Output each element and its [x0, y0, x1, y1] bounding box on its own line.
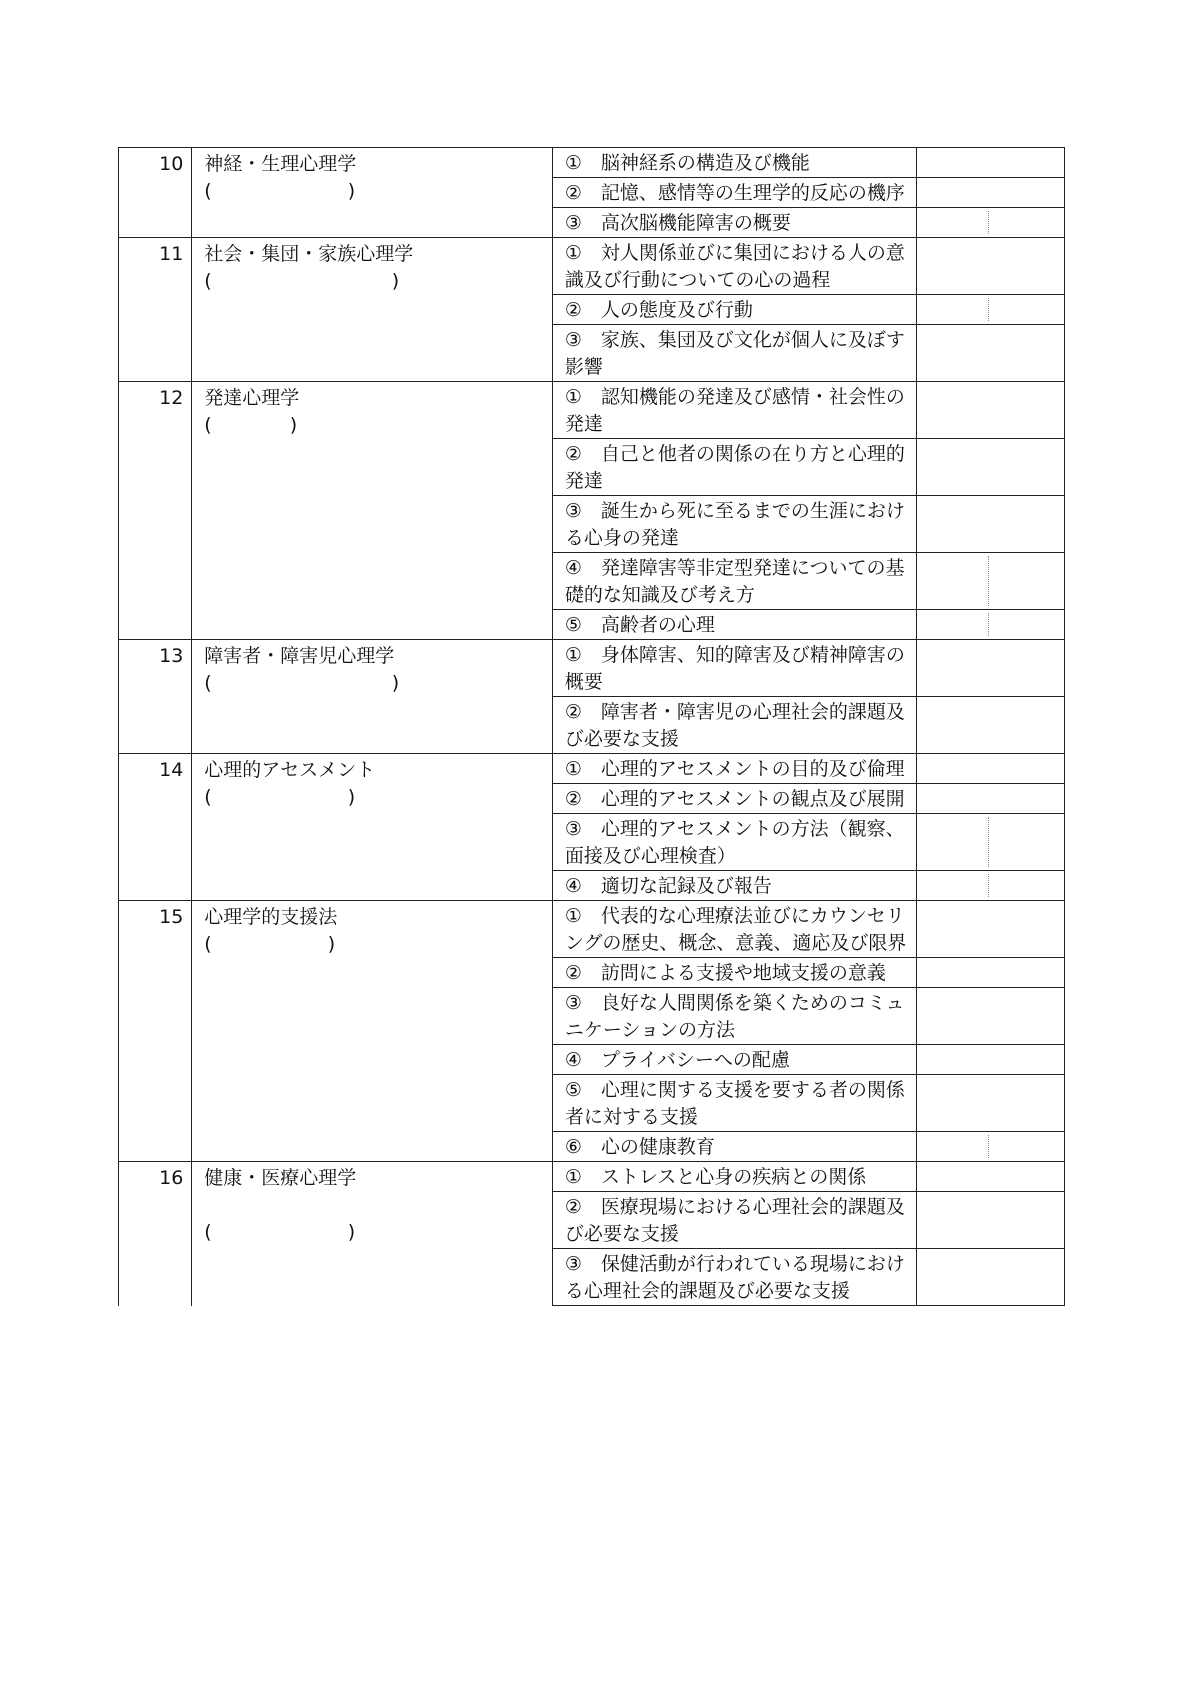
- subject-number: 11: [119, 238, 192, 382]
- item-cell: ② 記憶、感情等の生理学的反応の機序: [552, 178, 917, 208]
- subject-name: 心理的アセスメント: [204, 759, 376, 781]
- subject-number: 15: [119, 901, 192, 1162]
- check-cell: [917, 1162, 1065, 1192]
- subject-blank: ( ): [204, 786, 356, 808]
- subject-number: 16: [119, 1162, 192, 1306]
- item-cell: ③ 高次脳機能障害の概要: [552, 208, 917, 238]
- subject-number: 10: [119, 148, 192, 238]
- check-cell: [917, 1192, 1065, 1249]
- check-cell: [917, 958, 1065, 988]
- check-cell: [917, 1075, 1065, 1132]
- check-cell: [917, 871, 1065, 901]
- subject-cell: [192, 238, 553, 382]
- check-cell: [917, 697, 1065, 754]
- item-cell: ③ 家族、集団及び文化が個人に及ぼす影響: [552, 325, 917, 382]
- subject-blank: ( ): [204, 180, 356, 202]
- table-row: [119, 238, 1065, 295]
- item-cell: ② 訪問による支援や地域支援の意義: [552, 958, 917, 988]
- item-cell: ① 心理的アセスメントの目的及び倫理: [552, 754, 917, 784]
- subject-name: 社会・集団・家族心理学: [204, 243, 414, 265]
- table-row: [119, 640, 1065, 697]
- subject-name: 心理学的支援法: [204, 906, 338, 928]
- item-cell: ④ 発達障害等非定型発達についての基礎的な知識及び考え方: [552, 553, 917, 610]
- check-cell: [917, 640, 1065, 697]
- check-cell: [917, 814, 1065, 871]
- item-cell: ③ 良好な人間関係を築くためのコミュニケーションの方法: [552, 988, 917, 1045]
- check-cell: [917, 178, 1065, 208]
- table-row: [119, 1162, 1065, 1192]
- item-cell: ① ストレスと心身の疾病との関係: [552, 1162, 917, 1192]
- check-cell: [917, 553, 1065, 610]
- subject-cell: [192, 901, 553, 1162]
- item-cell: ⑤ 高齢者の心理: [552, 610, 917, 640]
- check-cell: [917, 439, 1065, 496]
- item-cell: ② 医療現場における心理社会的課題及び必要な支援: [552, 1192, 917, 1249]
- table-row: [119, 754, 1065, 784]
- subject-number: 14: [119, 754, 192, 901]
- check-cell: [917, 610, 1065, 640]
- subject-blank: ( ): [204, 933, 336, 955]
- subject-name: 神経・生理心理学: [204, 153, 357, 175]
- check-cell: [917, 784, 1065, 814]
- check-cell: [917, 1045, 1065, 1075]
- item-cell: ① 対人関係並びに集団における人の意識及び行動についての心の過程: [552, 238, 917, 295]
- item-cell: ② 心理的アセスメントの観点及び展開: [552, 784, 917, 814]
- item-cell: ③ 誕生から死に至るまでの生涯における心身の発達: [552, 496, 917, 553]
- check-cell: [917, 295, 1065, 325]
- subject-blank: ( ): [204, 672, 400, 694]
- table-row: [119, 901, 1065, 958]
- check-cell: [917, 238, 1065, 295]
- check-cell: [917, 901, 1065, 958]
- item-cell: ⑥ 心の健康教育: [552, 1132, 917, 1162]
- check-cell: [917, 754, 1065, 784]
- check-cell: [917, 1249, 1065, 1306]
- item-cell: ① 身体障害、知的障害及び精神障害の概要: [552, 640, 917, 697]
- subject-name: 健康・医療心理学: [204, 1167, 357, 1189]
- subject-number: 12: [119, 382, 192, 640]
- item-cell: ② 自己と他者の関係の在り方と心理的発達: [552, 439, 917, 496]
- item-cell: ④ プライバシーへの配慮: [552, 1045, 917, 1075]
- subject-blank: ( ): [204, 270, 400, 292]
- item-cell: ⑤ 心理に関する支援を要する者の関係者に対する支援: [552, 1075, 917, 1132]
- subject-number: 13: [119, 640, 192, 754]
- subject-cell: [192, 640, 553, 754]
- item-cell: ② 障害者・障害児の心理社会的課題及び必要な支援: [552, 697, 917, 754]
- subject-name: 障害者・障害児心理学: [204, 645, 395, 667]
- subject-cell: [192, 148, 553, 238]
- item-cell: ① 認知機能の発達及び感情・社会性の発達: [552, 382, 917, 439]
- item-cell: ① 代表的な心理療法並びにカウンセリングの歴史、概念、意義、適応及び限界: [552, 901, 917, 958]
- subject-cell: [192, 1162, 553, 1306]
- curriculum-table: [118, 147, 1065, 1306]
- item-cell: ③ 保健活動が行われている現場における心理社会的課題及び必要な支援: [552, 1249, 917, 1306]
- check-cell: [917, 382, 1065, 439]
- check-cell: [917, 1132, 1065, 1162]
- table-row: [119, 148, 1065, 178]
- item-cell: ① 脳神経系の構造及び機能: [552, 148, 917, 178]
- subject-cell: [192, 382, 553, 640]
- subject-blank: ( ): [204, 1221, 356, 1243]
- check-cell: [917, 148, 1065, 178]
- subject-blank: ( ): [204, 414, 298, 436]
- check-cell: [917, 208, 1065, 238]
- check-cell: [917, 988, 1065, 1045]
- subject-cell: [192, 754, 553, 901]
- subject-name: 発達心理学: [204, 387, 300, 409]
- check-cell: [917, 325, 1065, 382]
- item-cell: ② 人の態度及び行動: [552, 295, 917, 325]
- item-cell: ③ 心理的アセスメントの方法（観察、面接及び心理検査）: [552, 814, 917, 871]
- item-cell: ④ 適切な記録及び報告: [552, 871, 917, 901]
- table-row: [119, 382, 1065, 439]
- check-cell: [917, 496, 1065, 553]
